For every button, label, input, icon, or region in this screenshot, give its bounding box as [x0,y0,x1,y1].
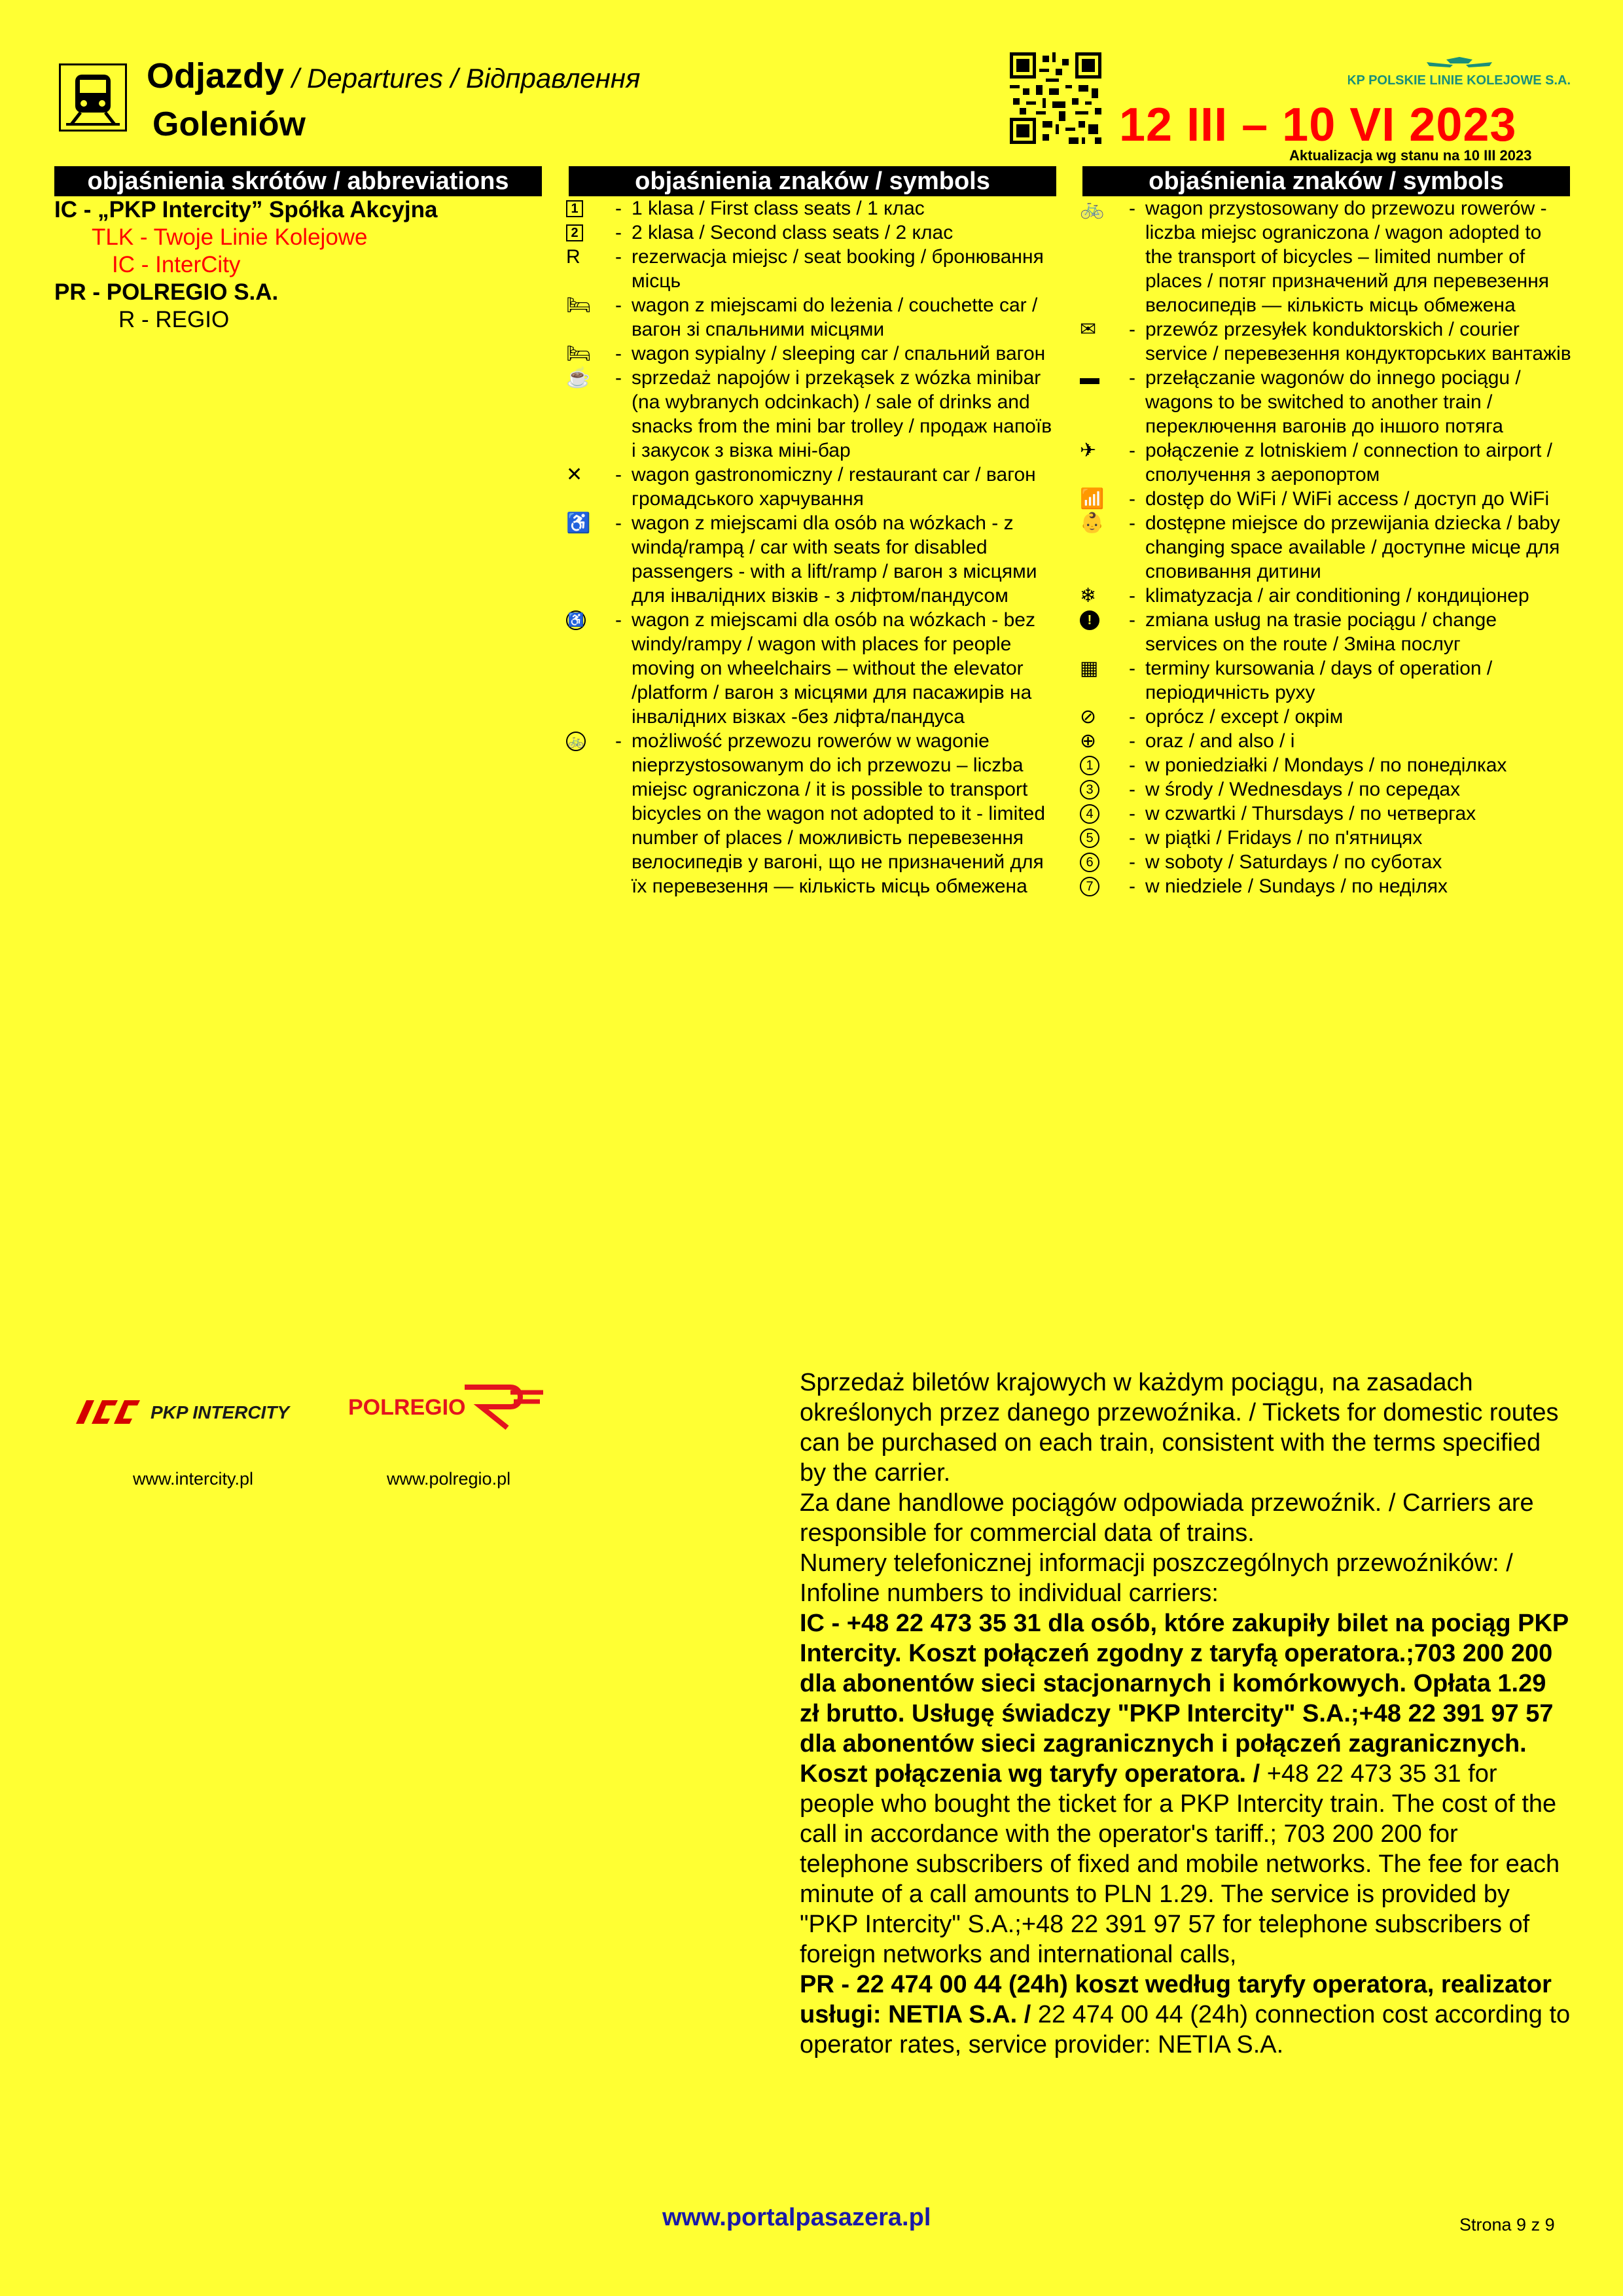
symbol-description: w piątki / Fridays / по п'ятницях [1145,827,1423,849]
saturday-icon: 6 [1080,853,1099,872]
symbol-description: oprócz / except / окрім [1145,706,1344,728]
symbol-description: możliwość przewozu rowerów w wagonie nieprzystosowanym do ich przewozu – liczba miejsc ograniczona / it is possible to transport bicycles on the wagon not adopted to it - limited number of places / можливість перевезення велосипедів у вагоні, що не призначений для їх перевезення — кількість місць обмежена [632,730,1046,897]
list-item: ✉ - przewóz przesyłek konduktorskich / courier service / перевезення кондукторських вантажів [1080,317,1574,366]
thursday-icon: 4 [1080,804,1099,824]
restaurant-icon: ✕ [566,463,583,486]
list-item: 🚲 - wagon przystosowany do przewozu rowerów - liczba miejsc ograniczona / wagon adopted to the transport of bicycles – limited number of places / потяг призначений для перевезення велосипедів — кількість місць обмежена [1080,196,1574,317]
symbol-description: wagon z miejscami do leżenia / couchette car / вагон зі спальними місцями [632,294,1038,340]
second-class-icon: 2 [566,224,583,241]
minibar-icon: ☕ [566,366,591,389]
service-change-icon: ! [1080,610,1099,630]
airplane-icon: ✈ [1080,439,1097,461]
pkp-plk-logo [1348,56,1571,92]
info-ic-infoline [800,1608,1572,1969]
symbol-description: wagon sypialny / sleeping car / спальний вагон [632,343,1046,364]
symbol-description: w niedziele / Sundays / по неділях [1145,875,1448,897]
symbol-description: połączenie z lotniskiem / connection to airport / сполучення з аеропортом [1145,440,1552,486]
wagon-switch-icon: ▬ [1080,366,1099,389]
list-item: 4 - w czwartki / Thursdays / по четвергах [1080,802,1574,826]
list-item: ▬ - przełączanie wagonów do innego pociągu / wagons to be switched to another train / переключення вагонів до іншого потяга [1080,366,1574,438]
title-bold: Odjazdy [147,56,285,96]
symbol-description: wagon z miejscami dla osób na wózkach - bez windy/rampy / wagon with places for people moving on wheelchairs – without the elevator /platform / вагон з місцями для пасажирів на інвалідних візках -без ліфта/пандуса [632,609,1035,728]
calendar-icon: ▦ [1080,657,1099,679]
symbol-description: w środy / Wednesdays / по середах [1145,779,1461,800]
info-pr-plain: 22 474 00 44 (24h) connection cost according to operator rates, service provider: NETIA S.A. [800,2001,1571,2058]
bicycle-circle-icon: 🚲 [566,732,586,751]
symbol-description: wagon z miejscami dla osób na wózkach - z windą/rampą / car with seats for disabled passengers - with a lift/ramp / вагон з місцями для інвалідних візків - з ліфтом/пандусом [632,512,1037,607]
info-ic-bold: IC - +48 22 473 35 31 dla osób, które zakupiły bilet na pociąg PKP Intercity. Koszt połączeń zgodny z taryfą operatora.;703 200 200 dla abonentów sieci stacjonarnych i komórkowych. Opłata 1.29 zł brutto. Usługę świadczy "PKP Intercity" S.A.;+48 22 391 97 57 dla abonentów sieci zagranicznych i połączeń zagranicznych. Koszt połączenia wg taryfy operatora. / [800,1610,1569,1788]
symbol-description: zmiana usług na trasie pociągu / change services on the route / Зміна послуг [1145,609,1497,655]
sunday-icon: 7 [1080,877,1099,896]
station-name: Goleniów [152,105,306,143]
wheelchair-no-lift-icon: ♿ [566,610,586,630]
symbol-description: klimatyzacja / air conditioning / кондиціонер [1145,585,1529,607]
symbol-description: 1 klasa / First class seats / 1 клас [632,198,925,219]
polregio-logo [347,1381,550,1433]
list-item: 🛏 - wagon z miejscami do leżenia / couchette car / вагон зі спальними місцями [566,293,1060,342]
list-item: ⊕ - oraz / and also / і [1080,729,1574,753]
reservation-icon: R [566,245,580,268]
portal-pasazera-link[interactable]: www.portalpasazera.pl [662,2204,931,2231]
info-infoline-intro: Numery telefonicznej informacji poszczególnych przewoźników: / Infoline numbers to individual carriers: [800,1549,1513,1607]
list-item: ⊘ - oprócz / except / окрім [1080,705,1574,729]
symbol-description: 2 klasa / Second class seats / 2 клас [632,222,954,243]
list-item: 7 - w niedziele / Sundays / по неділях [1080,874,1574,898]
page-number: Strona 9 z 9 [1459,2215,1555,2234]
symbol-description: sprzedaż napojów i przekąsek z wózka minibar (na wybranych odcinkach) / sale of drinks and snacks from the mini bar trolley / продаж напоїв і закусок з візка міні-бар [632,367,1052,461]
monday-icon: 1 [1080,756,1099,775]
list-item: 🛏 - wagon sypialny / sleeping car / спальний вагон [566,342,1060,366]
list-item: R - rezerwacja miejsc / seat booking / бронювання місць [566,245,1060,293]
info-ticket-sales: Sprzedaż biletów krajowych w każdym pociągu, na zasadach określonych przez danego przewoźnika. / Tickets for domestic routes can be purchased on each train, consistent with the terms specified by the carrier. [800,1369,1559,1487]
list-item: 2 - 2 klasa / Second class seats / 2 клас [566,221,1060,245]
symbol-description: terminy kursowania / days of operation / періодичність руху [1145,658,1493,703]
symbol-description: przełączanie wagonów do innego pociągu / wagons to be switched to another train / переключення вагонів до іншого потяга [1145,367,1521,437]
list-item: ▦ - terminy kursowania / days of operation / періодичність руху [1080,656,1574,705]
abbr-regio: R - REGIO [118,307,230,332]
info-pr-infoline [800,1969,1572,2060]
info-commercial-data: Za dane handlowe pociągów odpowiada przewoźnik. / Carriers are responsible for commercial data of trains. [800,1489,1534,1547]
list-item: 1 - 1 klasa / First class seats / 1 клас [566,196,1060,221]
and-also-icon: ⊕ [1080,730,1097,752]
wifi-icon: 📶 [1080,487,1105,510]
list-item: ❄ - klimatyzacja / air conditioning / кондиціонер [1080,584,1574,608]
list-item: 🚲 - możliwość przewozu rowerów w wagonie nieprzystosowanym do ich przewozu – liczba miejsc ograniczona / it is possible to transport bicycles on the wagon not adopted to it - limited number of places / можливість перевезення велосипедів у вагоні, що не призначений для їх перевезення — кількість місць обмежена [566,729,1060,898]
list-item: ♿ - wagon z miejscami dla osób na wózkach - bez windy/rampy / wagon with places for people moving on wheelchairs – without the elevator /platform / вагон з місцями для пасажирів на інвалідних візках -без ліфта/пандуса [566,608,1060,729]
ticket-info-block [800,1368,1572,2060]
sleeping-car-icon: 🛏 [566,342,592,364]
list-item: ✈ - połączenie z lotniskiem / connection to airport / сполучення з аеропортом [1080,438,1574,487]
symbol-description: w soboty / Saturdays / по суботах [1145,851,1442,873]
abbreviations-list [54,196,437,334]
symbol-description: wagon przystosowany do przewozu rowerów - liczba miejsc ograniczona / wagon adopted to the transport of bicycles – limited number of places / потяг призначений для перевезення велосипедів — кількість місць обмежена [1145,198,1550,316]
symbols-heading-right: objaśnienia znaków / symbols [1082,166,1570,196]
info-pr-bold: PR - 22 474 00 44 (24h) koszt według taryfy operatora, realizator usługi: NETIA S.A. / [800,1971,1552,2028]
list-item: ! - zmiana usług na trasie pociągu / change services on the route / Зміна послуг [1080,608,1574,656]
title-translations: / Departures / Відправлення [284,63,641,94]
svg-text:POLREGIO: POLREGIO [348,1395,466,1420]
svg-text:PKP POLSKIE LINIE KOLEJOWE S.A: PKP POLSKIE LINIE KOLEJOWE S.A. [1348,73,1571,88]
symbol-description: przewóz przesyłek konduktorskich / courier service / перевезення кондукторських вантажів [1145,319,1571,364]
symbol-description: wagon gastronomiczny / restaurant car / вагон громадського харчування [632,464,1036,510]
abbr-pr: PR - POLREGIO S.A. [54,279,279,305]
pkp-intercity-logo [72,1394,308,1430]
wheelchair-lift-icon: ♿ [566,512,591,534]
symbol-description: w poniedziałki / Mondays / по понеділках [1145,754,1507,776]
abbr-ic: IC - „PKP Intercity” Spółka Akcyjna [54,197,438,222]
update-note: Aktualizacja wg stanu na 10 III 2023 [1289,147,1532,164]
list-item: 1 - w poniedziałki / Mondays / по понеділках [1080,753,1574,777]
couchette-icon: 🛏 [566,294,592,316]
abbr-intercity: IC - InterCity [112,252,241,277]
polregio-url[interactable]: www.polregio.pl [387,1469,511,1489]
list-item: ☕ - sprzedaż napojów i przekąsek z wózka minibar (na wybranych odcinkach) / sale of drinks and snacks from the mini bar trolley / продаж напоїв і закусок з візка міні-бар [566,366,1060,463]
symbol-description: oraz / and also / і [1145,730,1295,752]
symbol-description: w czwartki / Thursdays / по четвергах [1145,803,1476,824]
svg-text:PKP INTERCITY: PKP INTERCITY [151,1402,290,1422]
first-class-icon: 1 [566,200,583,217]
info-ic-plain: +48 22 473 35 31 for people who bought the ticket for a PKP Intercity train. The cost of the call in accordance with the operator's tariff.; 703 200 200 for telephone subscribers of fixed and mobile networks. The fee for each minute of a call amounts to PLN 1.29. The service is provided by "PKP Intercity" S.A.;+48 22 391 97 57 for telephone subscribers of foreign networks and international calls, [800,1760,1560,1968]
bicycle-icon: 🚲 [1080,197,1105,219]
list-item: 6 - w soboty / Saturdays / по суботах [1080,850,1574,874]
page-title [147,56,640,96]
symbol-description: dostępne miejsce do przewijania dziecka / baby changing space available / доступне місце для сповивання дитини [1145,512,1560,582]
except-icon: ⊘ [1080,705,1097,728]
validity-date-range: 12 III – 10 VI 2023 [1119,99,1517,151]
symbols-heading-mid: objaśnienia znaków / symbols [569,166,1056,196]
abbreviations-heading: objaśnienia skrótów / abbreviations [54,166,542,196]
list-item: 📶 - dostęp do WiFi / WiFi access / доступ до WiFi [1080,487,1574,511]
list-item: 3 - w środy / Wednesdays / по середах [1080,777,1574,802]
list-item: ♿ - wagon z miejscami dla osób na wózkach - z windą/rampą / car with seats for disabled passengers - with a lift/ramp / вагон з місцями для інвалідних візків - з ліфтом/пандусом [566,511,1060,608]
train-pictogram-icon [59,63,127,132]
list-item: 👶 - dostępne miejsce do przewijania dziecka / baby changing space available / доступне місце для сповивання дитини [1080,511,1574,584]
symbols-list-mid [566,196,1060,898]
air-conditioning-icon: ❄ [1080,584,1097,607]
friday-icon: 5 [1080,828,1099,848]
list-item: ✕ - wagon gastronomiczny / restaurant car / вагон громадського харчування [566,463,1060,511]
wednesday-icon: 3 [1080,780,1099,800]
abbr-tlk: TLK - Twoje Linie Kolejowe [92,224,368,250]
symbol-description: dostęp do WiFi / WiFi access / доступ до WiFi [1145,488,1550,510]
symbols-list-right [1080,196,1574,898]
baby-changing-icon: 👶 [1080,512,1105,534]
intercity-url[interactable]: www.intercity.pl [133,1469,254,1489]
symbol-description: rezerwacja miejsc / seat booking / бронювання місць [632,246,1044,292]
qr-code-icon [1010,52,1101,144]
list-item: 5 - w piątki / Fridays / по п'ятницях [1080,826,1574,850]
courier-envelope-icon: ✉ [1080,318,1097,340]
